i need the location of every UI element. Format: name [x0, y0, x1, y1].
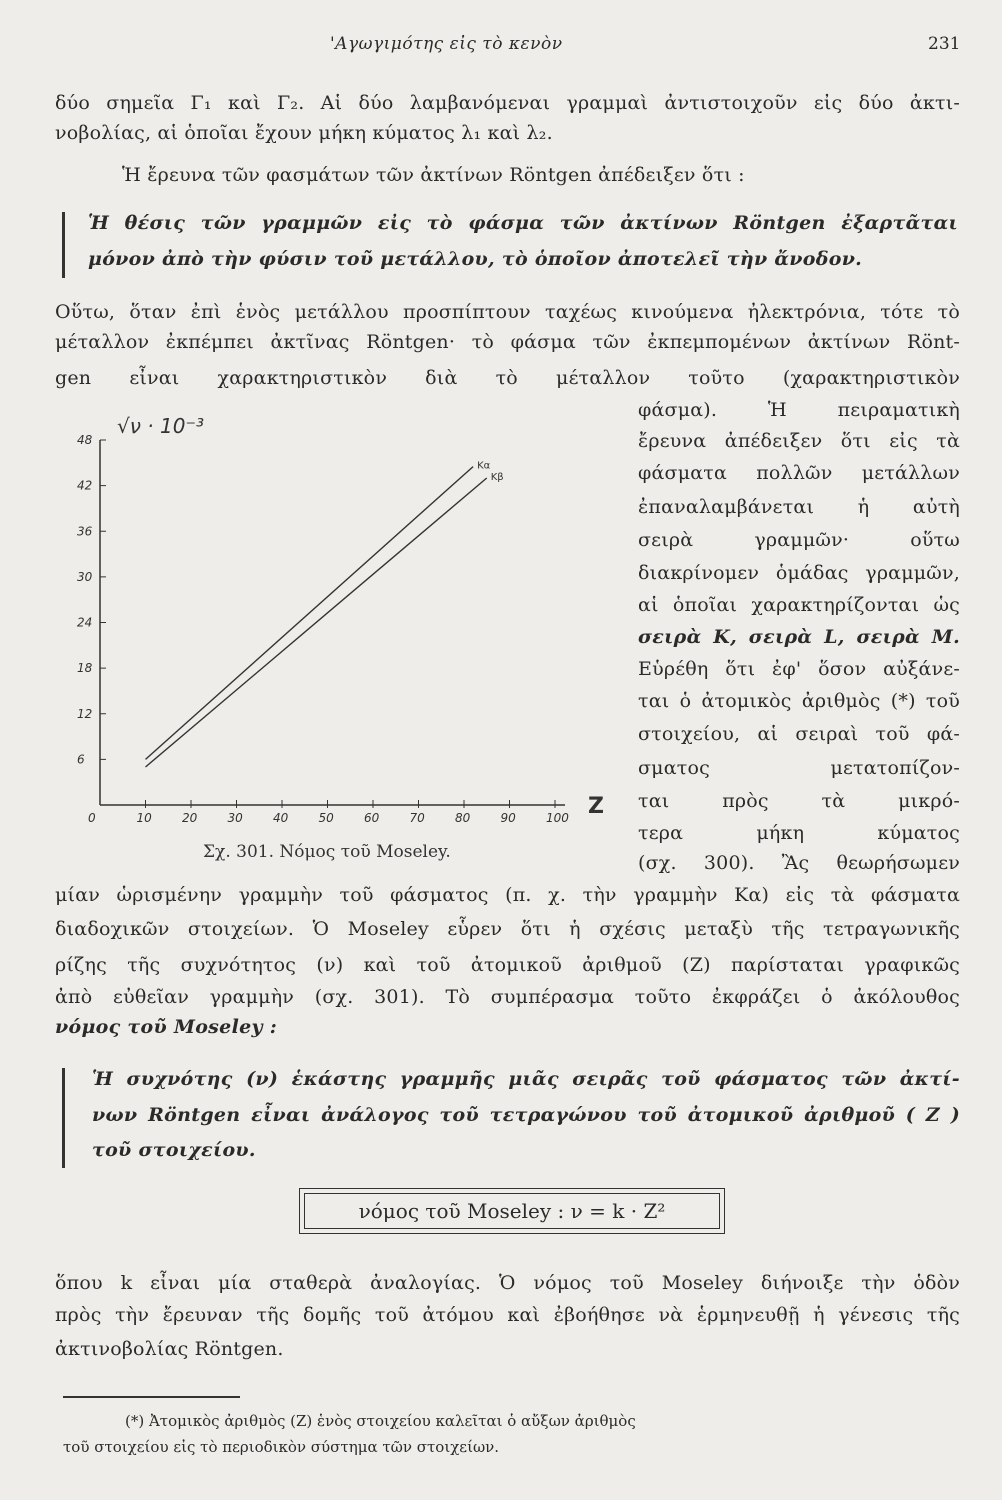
para3-line-1: μίαν ὡρισμένην γραμμὴν τοῦ φάσματος (π. χ. τὴν γραμμὴν Kα) εἰς τὰ φάσματα — [55, 884, 960, 906]
x-tick-label: 10 — [136, 811, 152, 825]
page-number: 231 — [928, 34, 961, 54]
side-line-4: ἐπαναλαμβάνεται ἡ αὐτὴ — [638, 496, 960, 518]
y-tick-label: 12 — [77, 706, 93, 721]
footnote-rule — [63, 1396, 240, 1398]
x-tick-label: 50 — [318, 811, 334, 825]
x-tick-label: 70 — [409, 811, 425, 825]
y-tick-label: 6 — [77, 752, 85, 767]
para2-line-1: Οὕτω, ὅταν ἐπὶ ἑνὸς μετάλλου προσπίπτουν ταχέως κινούμενα ἠλεκτρόνια, τότε τὸ — [55, 301, 960, 323]
x-axis-label: Z — [588, 794, 604, 819]
x-tick-label: 30 — [227, 811, 243, 825]
side-line-3: φάσματα πολλῶν μετάλλων — [638, 462, 960, 484]
series-line-k-alpha — [146, 467, 474, 760]
side-line-15: (σχ. 300). Ἂς θεωρήσωμεν — [638, 852, 960, 874]
footnote-line-1: (*) Ἀτομικὸς ἀριθμὸς (Z) ἑνὸς στοιχείου καλεῖται ὁ αὔξων ἀριθμὸς — [125, 1412, 636, 1430]
para3-line-4: ἀπὸ εὐθεῖαν γραμμὴν (σχ. 301). Τὸ συμπέρασμα τοῦτο ἐκφράζει ὁ ἀκόλουθος — [55, 986, 960, 1008]
side-line-12: σματος μετατοπίζον- — [638, 757, 960, 779]
y-tick-label: 36 — [77, 524, 93, 539]
law2-line-3: τοῦ στοιχείου. — [92, 1139, 256, 1161]
moseley-chart — [55, 405, 615, 875]
side-line-13: ται πρὸς τὰ μικρό- — [638, 790, 960, 812]
side-line-14: τερα μήκη κύματος — [638, 822, 960, 844]
para3-line-5: νόμος τοῦ Moseley : — [55, 1016, 278, 1038]
y-tick-label: 24 — [77, 615, 93, 630]
side-line-11: στοιχείου, αἱ σειραὶ τοῦ φά- — [638, 723, 960, 745]
para3-line-2: διαδοχικῶν στοιχείων. Ὁ Moseley εὗρεν ὅτι ἡ σχέσις μεταξὺ τῆς τετραγωνικῆς — [55, 918, 960, 940]
side-line-7: αἱ ὁποῖαι χαρακτηρίζονται ὡς — [638, 594, 960, 616]
law1-line-2: μόνον ἀπὸ τὴν φύσιν τοῦ μετάλλου, τὸ ὁποῖον ἀποτελεῖ τὴν ἄνοδον. — [88, 248, 863, 270]
x-tick-label: 80 — [455, 811, 471, 825]
para4-line-1: ὅπου k εἶναι μία σταθερὰ ἀναλογίας. Ὁ νόμος τοῦ Moseley διήνοιξε τὴν ὁδὸν — [55, 1272, 960, 1294]
side-line-8: σειρὰ K, σειρὰ L, σειρὰ M. — [638, 626, 960, 648]
series-line-k-beta — [146, 478, 487, 767]
y-tick-label: 30 — [77, 569, 93, 584]
moseley-formula: νόμος τοῦ Moseley : ν = k · Z² — [304, 1193, 720, 1229]
para2-line-2: μέταλλον ἐκπέμπει ἀκτῖνας Röntgen· τὸ φάσμα τῶν ἐκπεμπομένων ἀκτίνων Rönt- — [55, 331, 960, 353]
side-line-9: Εὑρέθη ὅτι ἐφ' ὅσον αὐξάνε- — [638, 658, 960, 680]
law2-rule — [62, 1068, 65, 1168]
y-tick-label: 48 — [77, 433, 93, 447]
running-header: 'Αγωγιμότης εἰς τὸ κενὸν — [330, 34, 563, 54]
side-line-6: διακρίνομεν ὁμάδας γραμμῶν, — [638, 562, 960, 584]
y-tick-label: 18 — [77, 661, 93, 676]
y-tick-label: 42 — [77, 478, 93, 493]
para4-line-3: ἀκτινοβολίας Röntgen. — [55, 1338, 284, 1360]
series-label-k-beta: Kβ — [490, 472, 504, 484]
x-tick-label: 60 — [364, 811, 380, 825]
para1-line-1: δύο σημεῖα Γ₁ καὶ Γ₂. Αἱ δύο λαμβανόμεναι γραμμαὶ ἀντιστοιχοῦν εἰς δύο ἀκτι- — [55, 92, 960, 114]
law1-rule — [62, 212, 65, 278]
para4-line-2: πρὸς τὴν ἔρευναν τῆς δομῆς τοῦ ἀτόμου καὶ ἐβοήθησε νὰ ἑρμηνευθῇ ἡ γένεσις τῆς — [55, 1304, 960, 1326]
x-tick-label: 100 — [546, 811, 569, 825]
y-axis-label: √ν · 10⁻³ — [117, 414, 205, 438]
para1-line-2: νοβολίας, αἱ ὁποῖαι ἔχουν μήκη κύματος λ₁ καὶ λ₂. — [55, 122, 553, 144]
law2-line-2: νων Röntgen εἶναι ἀνάλογος τοῦ τετραγώνου τοῦ ἀτομικοῦ ἀριθμοῦ ( Z ) — [92, 1104, 960, 1126]
law2-line-1: Ἡ συχνότης (ν) ἑκάστης γραμμῆς μιᾶς σειρᾶς τοῦ φάσματος τῶν ἀκτί- — [92, 1068, 960, 1090]
para1-line-3: Ἡ ἔρευνα τῶν φασμάτων τῶν ἀκτίνων Röntgen ἀπέδειξεν ὅτι : — [122, 164, 745, 186]
x-tick-label: 40 — [273, 811, 289, 825]
para2-line-3: gen εἶναι χαρακτηριστικὸν διὰ τὸ μέταλλον τοῦτο (χαρακτηριστικὸν — [55, 367, 960, 389]
para3-line-3: ρίζης τῆς συχνότητος (ν) καὶ τοῦ ἀτομικοῦ ἀριθμοῦ (Z) παρίσταται γραφικῶς — [55, 954, 960, 976]
series-label-k-alpha: Kα — [477, 460, 491, 472]
side-line-5: σειρὰ γραμμῶν· οὕτω — [638, 529, 960, 551]
x-tick-label: 0 — [88, 811, 96, 825]
footnote-line-2: τοῦ στοιχείου εἰς τὸ περιοδικὸν σύστημα τῶν στοιχείων. — [63, 1438, 500, 1456]
chart-caption: Σχ. 301. Νόμος τοῦ Moseley. — [203, 842, 451, 862]
x-tick-label: 20 — [182, 811, 198, 825]
side-line-2: ἔρευνα ἀπέδειξεν ὅτι εἰς τὰ — [638, 430, 960, 452]
side-line-1: φάσμα). Ἡ πειραματικὴ — [638, 399, 960, 421]
side-line-10: ται ὁ ἀτομικὸς ἀριθμὸς (*) τοῦ — [638, 690, 960, 712]
law1-line-1: Ἡ θέσις τῶν γραμμῶν εἰς τὸ φάσμα τῶν ἀκτίνων Röntgen ἐξαρτᾶται — [88, 212, 958, 234]
x-tick-label: 90 — [500, 811, 516, 825]
